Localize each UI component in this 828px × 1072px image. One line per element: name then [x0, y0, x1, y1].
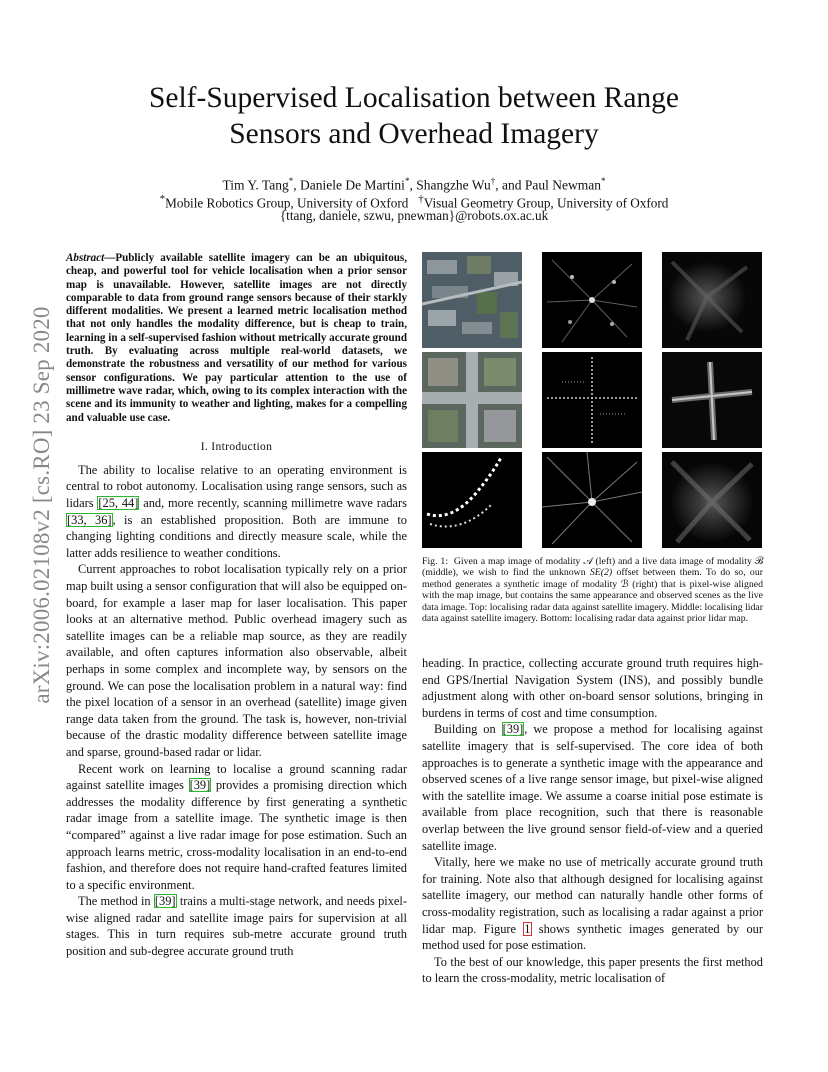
right-paragraph-3: Vitally, here we make no use of metrically accurate ground truth for training. Note also that although designed for localising against satellite imagery, our method can naturally handle other forms of cross-modality registration, such as localising a radar against a prior lidar map. Figure 1 shows synthetic images generated by our method used for pose estimation.: [422, 855, 763, 953]
satellite-texture: [422, 352, 522, 448]
right-paragraph-2: Building on [39], we propose a method for localising against satellite imagery that is self-supervised. The core idea of both approaches is to generate a synthetic image with the appearance and observed scenes of a live range sensor image, but pixel-wise aligned with the satellite image. We assume a coarse initial pose estimate is available from place recognition, such that there is reasonable overlap between the live ground sensor field-of-view and a queried satellite image.: [422, 722, 763, 853]
right-paragraph-1: heading. In practice, collecting accurate ground truth requires high-end GPS/Inertial Navigation System (INS), and possibly bundle adjustment along with other on-board sensor solutions, bringing in burdens in terms of cost and time consumption.: [422, 656, 763, 720]
lidar-live-image-tile: [542, 352, 642, 448]
citation-link[interactable]: [39]: [189, 778, 211, 793]
radar-texture: [542, 252, 642, 348]
citation-link[interactable]: [33, 36]: [67, 512, 112, 527]
citation-link[interactable]: [39]: [154, 894, 176, 909]
right-paragraph-4: To the best of our knowledge, this paper presents the first method to learn the cross-modality, metric localisation of: [422, 954, 763, 986]
figure-1-caption: Fig. 1: Given a map image of modality 𝒜 (left) and a live data image of modality ℬ (middle), we wish to find the unknown SE(2) offset between them. To do so, our method generates a synthetic image of modality ℬ (right) that is pixel-wise aligned with the map image, but contains the same appearance and observed scenes as the live data image. Top: localising radar data against satellite imagery. Middle: localising lidar data against satellite imagery. Bottom: localising radar data against prior lidar map.: [422, 556, 764, 625]
satellite-image-tile: [422, 352, 522, 448]
synthetic-texture: [662, 452, 762, 548]
lidar-map-texture: [422, 452, 522, 548]
synthetic-image-tile: [662, 252, 762, 348]
synthetic-texture: [662, 252, 762, 348]
synthetic-texture: [662, 352, 762, 448]
intro-paragraph-1: The ability to localise relative to an operating environment is central to robot autonomy. Localisation using range sensors, such as lidars [25, 44] and, more recently, scanning millimetre wave radars [33, 36], is an established proposition. Both are immune to changing lighting conditions and directly measure scale, while the latter adds resilience to weather conditions.: [66, 462, 407, 560]
radar-live-image-tile: [542, 452, 642, 548]
author-emails: {ttang, daniele, szwu, pnewman}@robots.ox.ac.uk: [279, 208, 549, 223]
satellite-image-tile: [422, 252, 522, 348]
affiliations: *Mobile Robotics Group, University of Oxford †Visual Geometry Group, University of Oxford: [159, 193, 669, 211]
right-column-text: [422, 655, 763, 987]
radar-live-image-tile: [542, 252, 642, 348]
intro-paragraph-4: The method in [39] trains a multi-stage network, and needs pixel-wise aligned radar and satellite image pairs for supervision at all stages. This in turn requires sub-metre accurate ground truth position and sub-degree accurate ground truth: [66, 894, 407, 959]
right-column: [422, 252, 763, 548]
radar-texture: [542, 452, 642, 548]
satellite-texture: [422, 252, 522, 348]
synthetic-image-tile: [662, 352, 762, 448]
section-heading-introduction: I. Introduction: [200, 439, 273, 453]
paper-title: Self-Supervised Localisation between Range Sensors and Overhead Imagery: [148, 82, 680, 150]
author-list: Tim Y. Tang*, Daniele De Martini*, Shangzhe Wu†, and Paul Newman*: [222, 176, 606, 193]
synthetic-image-tile: [662, 452, 762, 548]
intro-paragraph-3: Recent work on learning to localise a ground scanning radar against satellite images [39] provides a promising direction which addresses the modality difference by first generating a synthetic radar image from a satellite image. The synthetic image is then “compared” against a live radar image for pose estimation. Such an approach learns metric, cross-modality localisation in an end-to-end fashion, and therefore does not require hand-crafted features limited to a specific environment.: [66, 761, 407, 892]
left-column: [66, 252, 407, 960]
abstract: Abstract—Publicly available satellite imagery can be an ubiquitous, cheap, and powerful tool for vehicle localisation when a prior sensor map is unavailable. However, satellite images are not directly comparable to data from ground range sensors because of their starkly different modalities. We present a learned metric localisation method that not only handles the modality difference, but is cheap to train, learning in a self-supervised fashion without metrically accurate ground truth. By evaluating across multiple real-world datasets, we demonstrate the robustness and versatility of our method for various sensor configurations. We pay particular attention to the use of millimetre wave radar, which, owing to its complex interaction with the scene and its immunity to weather and lighting, makes for a compelling and valuable use case.: [66, 252, 407, 424]
lidar-map-image-tile: [422, 452, 522, 548]
intro-paragraph-2: Current approaches to robot localisation typically rely on a prior map built using a sensor configuration that will also be equipped on-board, for example a laser map for laser localisation. This paper looks at an alternative method. Public overhead imagery such as satellite images can be a reliable map source, as they are readily available, and often captures information also observable, albeit perhaps in some complex and incomplete way, by sensors on the ground. We can pose the localisation problem in a natural way: find the pixel location of a sensor in an overhead (satellite) image given range data taken from the ground. The task is, however, non-trivial because of the drastic modality difference between satellite image and sparse, ground-based radar or lidar.: [66, 562, 407, 759]
citation-link[interactable]: [25, 44]: [98, 496, 139, 511]
citation-link[interactable]: [39]: [502, 722, 524, 737]
lidar-texture: [542, 352, 642, 448]
figure-1-image-grid: [422, 252, 763, 548]
arxiv-identifier: arXiv:2006.02108v2 [cs.RO] 23 Sep 2020: [29, 306, 54, 704]
figure-reference-link[interactable]: 1: [524, 921, 531, 936]
